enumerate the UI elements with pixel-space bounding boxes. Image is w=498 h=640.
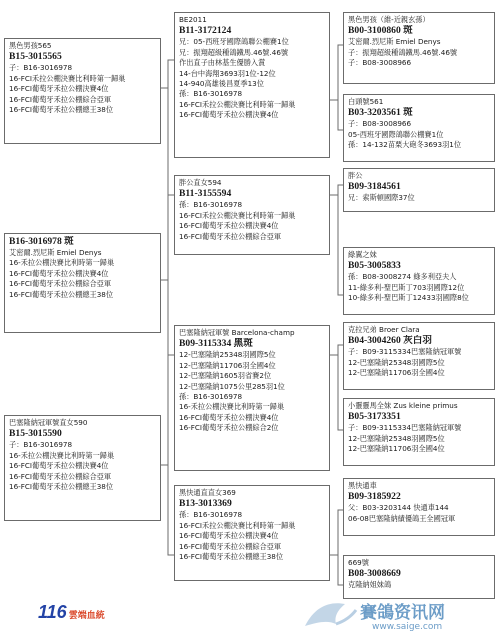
sire-ring: B15-3015565: [9, 51, 62, 63]
sd-line: 16-FCI禾拉公棚決賽比利時第一歸巢: [179, 210, 296, 220]
ds-ring: B09-3115334 黑斑: [179, 338, 253, 350]
sd-line: 孫：B16-3016978: [179, 200, 243, 210]
ds-line: 12-巴塞隆納1605羽省賽2位: [179, 371, 272, 381]
ds-line: 16-FCI葡萄牙禾拉公棚綜合2位: [179, 423, 279, 433]
sd-name: 胖公直女594: [179, 178, 222, 187]
ss-name: BE2011: [179, 15, 207, 24]
ds-line: 16-FCI葡萄牙禾拉公棚決賽4位: [179, 412, 279, 422]
dam-sire-box: [174, 325, 330, 471]
ss-line: 16-FCI葡萄牙禾拉公棚決賽4位: [179, 110, 279, 120]
g3-1-line: 子：B08-3008966: [348, 58, 412, 68]
g3-2-line: 05-西班牙國際鴿聯公棚賽1位: [348, 129, 444, 139]
watermark-site-name: 賽鴿资讯网: [360, 603, 445, 623]
pigeon-watermark-icon: [300, 596, 360, 636]
subject-line: 16-FCI葡萄牙禾拉公棚綜合亞軍: [9, 279, 112, 289]
subject-line: 16-FCI葡萄牙禾拉公棚總王38位: [9, 289, 114, 299]
g3-3-name: 胖公: [348, 171, 363, 180]
g3-1-line: 艾密爾.烈尼斯 Emiel Denys: [348, 37, 441, 47]
g3-box-2: [343, 94, 495, 162]
subject-ring: B16-3016978 斑: [9, 236, 74, 247]
ds-line: 16-禾拉公棚決賽比利時第一歸巢: [179, 402, 285, 412]
g3-8-line: 克隆納姐妹鴿: [348, 580, 392, 590]
g3-4-line: 10-綠多利-聖巴斯丁12433羽國際8位: [348, 293, 469, 303]
g3-5-line: 12-巴塞隆納11706羽全國4位: [348, 368, 445, 378]
g3-1-ring: B00-3100860 斑: [348, 25, 413, 37]
ss-line: 14-台中海翔3693羽1位-12位: [179, 68, 276, 78]
g3-7-line: 父：B03-3203144 快通車144: [348, 503, 449, 513]
g3-box-6: [343, 398, 495, 466]
subject-line: 16-FCI葡萄牙禾拉公棚決賽4位: [9, 268, 109, 278]
dam-line: 16-FCI葡萄牙禾拉公棚綜合亞軍: [9, 471, 112, 481]
dam-line: 16-禾拉公棚決賽比利時第一歸巢: [9, 450, 115, 460]
g3-box-1: [343, 12, 495, 84]
g3-2-line: 子：B08-3008966: [348, 119, 412, 129]
sd-line: 16-FCI葡萄牙禾拉公棚決賽4位: [179, 221, 279, 231]
g3-box-8: [343, 555, 495, 599]
sire-name: 黑色男孩565: [9, 41, 52, 50]
g3-5-line: 12-巴塞隆納25348羽國際5位: [348, 357, 445, 367]
ss-line: 16-FCI禾拉公棚決賽比利時第一歸巢: [179, 99, 296, 109]
dd-name: 黑快通直直女369: [179, 488, 236, 497]
logo-number: 116: [38, 602, 67, 622]
g3-3-line: 兄：索斯頓國際37位: [348, 193, 415, 203]
sire-box: [4, 38, 161, 144]
sd-line: 16-FCI葡萄牙禾拉公棚綜合亞軍: [179, 231, 282, 241]
dam-line: 16-FCI葡萄牙禾拉公棚決賽4位: [9, 461, 109, 471]
g3-8-name: 669號: [348, 558, 369, 567]
sd-ring: B11-3155594: [179, 188, 232, 200]
g3-2-name: 白頭號561: [348, 97, 384, 106]
ss-line: 孫：B16-3016978: [179, 89, 243, 99]
dam-name: 巴塞隆納冠軍號直女590: [9, 418, 88, 427]
g3-box-5: [343, 322, 495, 390]
ss-line: 兄：05-西班牙國際鴿聯公棚賽1位: [179, 37, 289, 47]
g3-6-line: 12-巴塞隆納11706羽全國4位: [348, 444, 445, 454]
g3-box-3: [343, 168, 495, 212]
subject-line: 16-禾拉公棚決賽比利時第一歸巢: [9, 258, 115, 268]
g3-5-line: 子：B09-3115334巴塞隆納冠軍號: [348, 347, 462, 357]
g3-4-ring: B05-3005833: [348, 260, 401, 272]
g3-7-line: 06-08巴塞隆納績優鴿王全國冠軍: [348, 513, 456, 523]
g3-6-line: 子：B09-3115334巴塞隆納冠軍號: [348, 423, 462, 433]
g3-4-line: 11-綠多利-聖巴斯丁703羽國際12位: [348, 282, 465, 292]
sire-dam-box: [174, 175, 330, 255]
ds-line: 12-巴塞隆納11706羽全國4位: [179, 360, 276, 370]
dam-line: 子：B16-3016978: [9, 440, 73, 450]
g3-4-line: 孫：B08-3008274 綠多利亞夫人: [348, 272, 457, 282]
g3-3-ring: B09-3184561: [348, 181, 401, 193]
g3-2-line: 孫：14-132苗栗大砲冬3693羽1位: [348, 140, 462, 150]
g3-7-ring: B09-3185922: [348, 491, 401, 503]
g3-7-name: 黑快通車: [348, 481, 377, 490]
dd-line: 16-FCI葡萄牙禾拉公棚綜合亞軍: [179, 541, 282, 551]
sire-line: 子：B16-3016978: [9, 63, 73, 73]
dd-line: 16-FCI禾拉公棚決賽比利時第一歸巢: [179, 520, 296, 530]
g3-2-ring: B03-3203561 斑: [348, 107, 413, 119]
dam-ring: B15-3015590: [9, 428, 62, 440]
dam-line: 16-FCI葡萄牙禾拉公棚總王38位: [9, 482, 114, 492]
g3-1-line: 子：振翔超級種鴿鐵馬.46號.46號: [348, 47, 458, 57]
g3-4-name: 綠翼之妹: [348, 250, 377, 259]
ss-line: 兄：振翔超級種鴿鐵馬.46號.46號: [179, 47, 289, 57]
dd-ring: B13-3013369: [179, 498, 232, 510]
dam-box: [4, 415, 161, 521]
g3-5-ring: B04-3004260 灰白羽: [348, 335, 432, 347]
ds-line: 12-巴塞隆納25348羽國際5位: [179, 350, 276, 360]
g3-box-7: [343, 478, 495, 536]
dam-dam-box: [174, 485, 330, 581]
ss-line: 14-940高雄後昌夏季13位: [179, 79, 264, 89]
ss-ring: B11-3172124: [179, 25, 232, 37]
sire-line: 16-FCI禾拉公棚決賽比利時第一歸巢: [9, 73, 126, 83]
logo-name: 雲端血統: [68, 610, 105, 620]
g3-box-4: [343, 247, 495, 315]
sire-line: 16-FCI葡萄牙禾拉公棚決賽4位: [9, 84, 109, 94]
dd-line: 16-FCI葡萄牙禾拉公棚總王38位: [179, 552, 284, 562]
g3-6-line: 12-巴塞隆納25348羽國際5位: [348, 433, 445, 443]
g3-6-name: 小靈靈馬全妹 Zus kleine primus: [348, 401, 458, 410]
ss-line: 作出直子由林基生優勝入賞: [179, 58, 266, 68]
dd-line: 16-FCI葡萄牙禾拉公棚決賽4位: [179, 531, 279, 541]
g3-6-ring: B05-3173351: [348, 411, 401, 423]
sire-line: 16-FCI葡萄牙禾拉公棚綜合亞軍: [9, 94, 112, 104]
dd-line: 孫：B16-3016978: [179, 510, 243, 520]
sire-sire-box: [174, 12, 330, 158]
subject-box: [4, 233, 161, 333]
ds-name: 巴塞隆納冠軍號 Barcelona-champ: [179, 328, 295, 337]
g3-5-name: 克拉兄弟 Broer Clara: [348, 325, 420, 334]
watermark-url: www.saige.com: [372, 622, 443, 632]
ds-line: 12-巴塞隆納1075公里285羽1位: [179, 381, 285, 391]
ds-line: 孫：B16-3016978: [179, 392, 243, 402]
site-watermark: [300, 596, 490, 636]
g3-1-name: 黑色男孩（維-近親玄孫）: [348, 15, 430, 24]
subject-breeder: 艾密爾.烈尼斯 Emiel Denys: [9, 248, 102, 257]
sire-line: 16-FCI葡萄牙禾拉公棚總王38位: [9, 105, 114, 115]
g3-8-ring: B08-3008669: [348, 568, 401, 580]
brand-logo: [38, 602, 105, 623]
